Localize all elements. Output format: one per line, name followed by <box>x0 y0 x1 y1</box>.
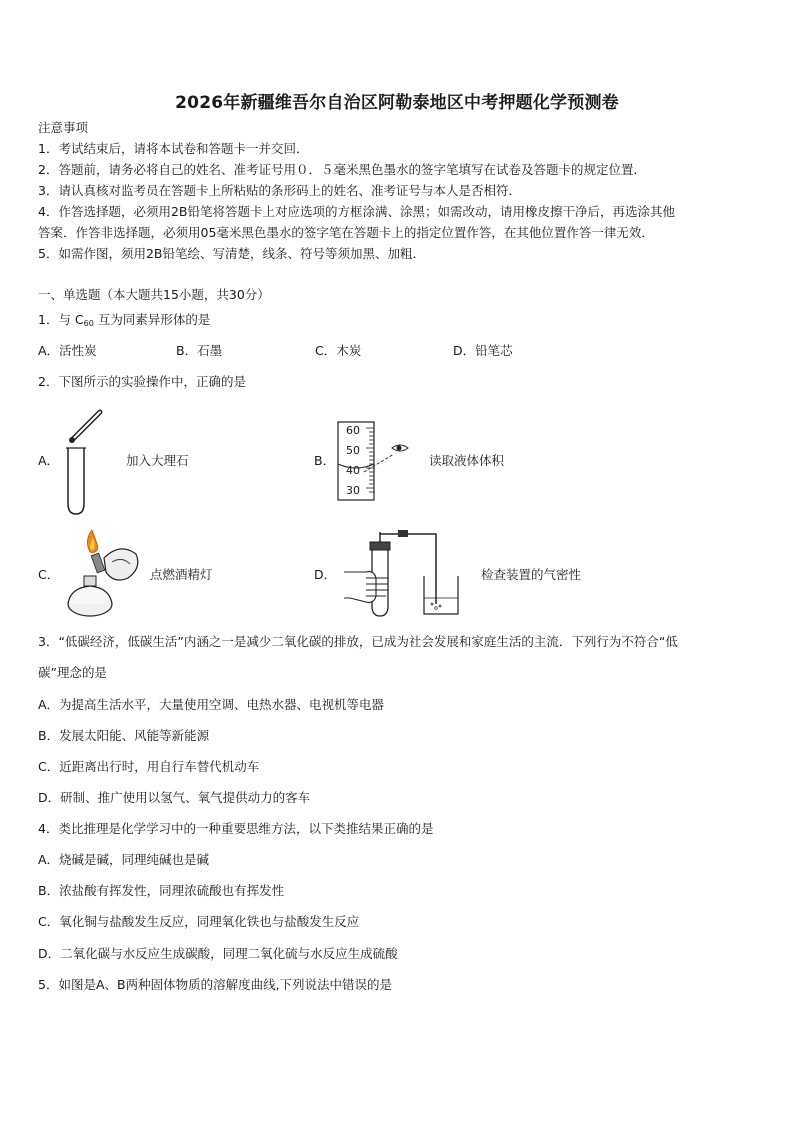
question-2-stem: 2．下图所示的实验操作中，正确的是 <box>38 374 246 389</box>
q3-option-d: D．研制、推广使用以氢气、氧气提供动力的客车 <box>38 790 311 805</box>
q3-option-b: B．发展太阳能、风能等新能源 <box>38 728 210 743</box>
q1-option-a: A．活性炭 <box>38 343 97 358</box>
airtightness-apparatus-figure <box>340 526 470 620</box>
q4-option-c: C．氧化铜与盐酸发生反应，同理氧化铁也与盐酸发生反应 <box>38 914 360 929</box>
q4-option-b: B．浓盐酸有挥发性，同理浓硫酸也有挥发性 <box>38 883 285 898</box>
notice-item: 3．请认真核对监考员在答题卡上所粘贴的条形码上的姓名、准考证号与本人是否相符． <box>38 183 521 198</box>
question-3-stem-line2: 碳”理念的是 <box>38 665 107 680</box>
scale-label: 50 <box>346 444 360 457</box>
scale-label: 30 <box>346 484 360 497</box>
scale-label: 60 <box>346 424 360 437</box>
q2-option-d-letter: D． <box>314 567 337 582</box>
q2-option-c-label: 点燃酒精灯 <box>150 567 213 582</box>
q2-option-a-letter: A． <box>38 453 60 468</box>
question-3-stem-line1: 3．“低碳经济，低碳生活”内涵之一是减少二氧化碳的排放，已成为社会发展和家庭生活的主流．下列行为不符合“低 <box>38 634 678 649</box>
q1-option-d: D．铅笔芯 <box>453 343 513 358</box>
notice-item: 5．如需作图，须用2B铅笔绘、写清楚，线条、符号等须加黑、加粗． <box>38 246 425 261</box>
notice-item: 4．作答选择题，必须用2B铅笔将答题卡上对应选项的方框涂满、涂黑；如需改动，请用橡皮擦干净后，再选涂其他 <box>38 204 675 219</box>
q1-option-b: B．石墨 <box>176 343 223 358</box>
q4-option-a: A．烧碱是碱，同理纯碱也是碱 <box>38 852 210 867</box>
question-1-stem: 1．与 $C_{60}$ 互为同素异形体的是 <box>38 312 211 328</box>
q2-option-d-label: 检查装置的气密性 <box>481 567 582 582</box>
notice-heading: 注意事项 <box>38 120 89 135</box>
q1-option-c: C．木炭 <box>315 343 362 358</box>
q3-option-a: A．为提高生活水平，大量使用空调、电热水器、电视机等电器 <box>38 697 385 712</box>
notice-item: 答案．作答非选择题，必须用05毫米黑色墨水的签字笔在答题卡上的指定位置作答，在其他位置作答一律无效． <box>38 225 654 240</box>
q2-option-b-label: 读取液体体积 <box>429 453 505 468</box>
q4-option-d: D．二氧化碳与水反应生成碳酸，同理二氧化硫与水反应生成硫酸 <box>38 946 398 961</box>
alcohol-lamp-figure <box>62 528 144 620</box>
q2-option-a-label: 加入大理石 <box>126 453 189 468</box>
test-tube-figure <box>62 408 117 518</box>
question-4-stem: 4．类比推理是化学学习中的一种重要思维方法，以下类推结果正确的是 <box>38 821 434 836</box>
q3-option-c: C．近距离出行时，用自行车替代机动车 <box>38 759 260 774</box>
notice-item: 2．答题前，请务必将自己的姓名、准考证号用０．５毫米黑色墨水的签字笔填写在试卷及答题卡的规定位置． <box>38 162 646 177</box>
section-heading: 一、单选题（本大题共15小题，共30分） <box>38 287 270 302</box>
notice-item: 1．考试结束后，请将本试卷和答题卡一并交回． <box>38 141 309 156</box>
scale-label: 40 <box>346 464 360 477</box>
page-title: 2026年新疆维吾尔自治区阿勒泰地区中考押题化学预测卷 <box>175 93 619 113</box>
q2-option-b-letter: B． <box>314 453 336 468</box>
q2-option-c-letter: C． <box>38 567 60 582</box>
question-5-stem: 5．如图是A、B两种固体物质的溶解度曲线,下列说法中错误的是 <box>38 977 393 992</box>
